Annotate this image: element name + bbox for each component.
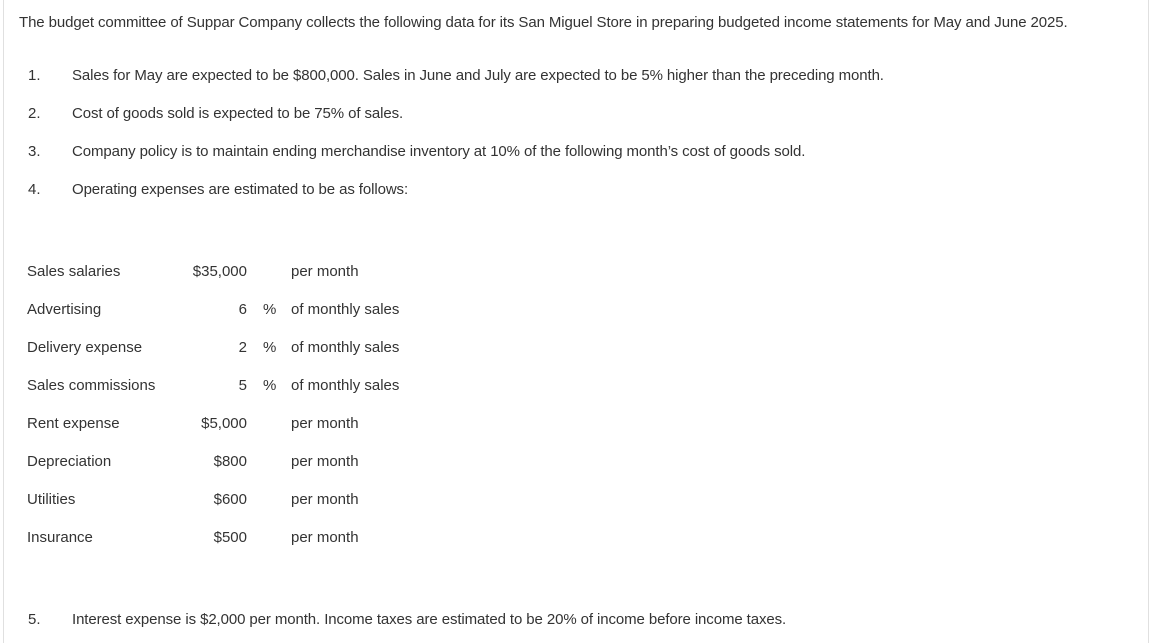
list-text: Sales for May are expected to be $800,000. Sales in June and July are expected to be 5% higher than the preceding month.: [72, 67, 884, 84]
expense-row-insurance: [0, 529, 600, 551]
intro-text: The budget committee of Suppar Company collects the following data for its San Miguel Store in preparing budgeted income statements for May and June 2025.: [19, 14, 1068, 31]
expense-label: Rent expense: [27, 415, 120, 432]
expense-percent-sign: %: [263, 301, 277, 318]
expense-amount: $500: [213, 529, 247, 546]
list-text: Interest expense is $2,000 per month. Income taxes are estimated to be 20% of income before income taxes.: [72, 611, 787, 628]
list-number: 4.: [28, 181, 41, 198]
expense-unit: per month: [291, 491, 359, 508]
expense-percent-sign: %: [263, 377, 277, 394]
expense-label: Sales salaries: [27, 263, 121, 280]
expense-row-sales-commissions: [0, 377, 600, 399]
list-number: 2.: [28, 105, 41, 122]
expense-row-depreciation: [0, 453, 600, 475]
expense-label: Depreciation: [27, 453, 112, 470]
expense-label: Advertising: [27, 301, 102, 318]
list-number: 5.: [28, 611, 41, 628]
expense-row-sales-salaries: [0, 263, 600, 285]
expense-unit: per month: [291, 415, 359, 432]
expense-unit: of monthly sales: [291, 301, 400, 318]
expense-unit: of monthly sales: [291, 339, 400, 356]
expense-row-advertising: [0, 301, 600, 323]
expense-percent-sign: %: [263, 339, 277, 356]
expense-label: Utilities: [27, 491, 76, 508]
list-number: 1.: [28, 67, 41, 84]
expense-unit: of monthly sales: [291, 377, 400, 394]
expense-label: Delivery expense: [27, 339, 143, 356]
expense-row-rent-expense: [0, 415, 600, 437]
expense-row-utilities: [0, 491, 600, 513]
expense-unit: per month: [291, 453, 359, 470]
list-number: 3.: [28, 143, 41, 160]
list-text: Company policy is to maintain ending merchandise inventory at 10% of the following month’s cost of goods sold.: [72, 143, 806, 160]
expense-amount: $800: [213, 453, 247, 470]
expense-label: Sales commissions: [27, 377, 156, 394]
expense-label: Insurance: [27, 529, 93, 546]
expense-amount: $35,000: [192, 263, 247, 280]
expense-unit: per month: [291, 263, 359, 280]
expense-row-delivery-expense: [0, 339, 600, 361]
list-text: Cost of goods sold is expected to be 75% of sales.: [72, 105, 404, 122]
expense-amount: $600: [213, 491, 247, 508]
expense-amount: 5: [238, 377, 247, 394]
list-text: Operating expenses are estimated to be as follows:: [72, 181, 409, 198]
expense-amount: 2: [238, 339, 247, 356]
expense-unit: per month: [291, 529, 359, 546]
expense-amount: $5,000: [201, 415, 247, 432]
expense-amount: 6: [238, 301, 247, 318]
